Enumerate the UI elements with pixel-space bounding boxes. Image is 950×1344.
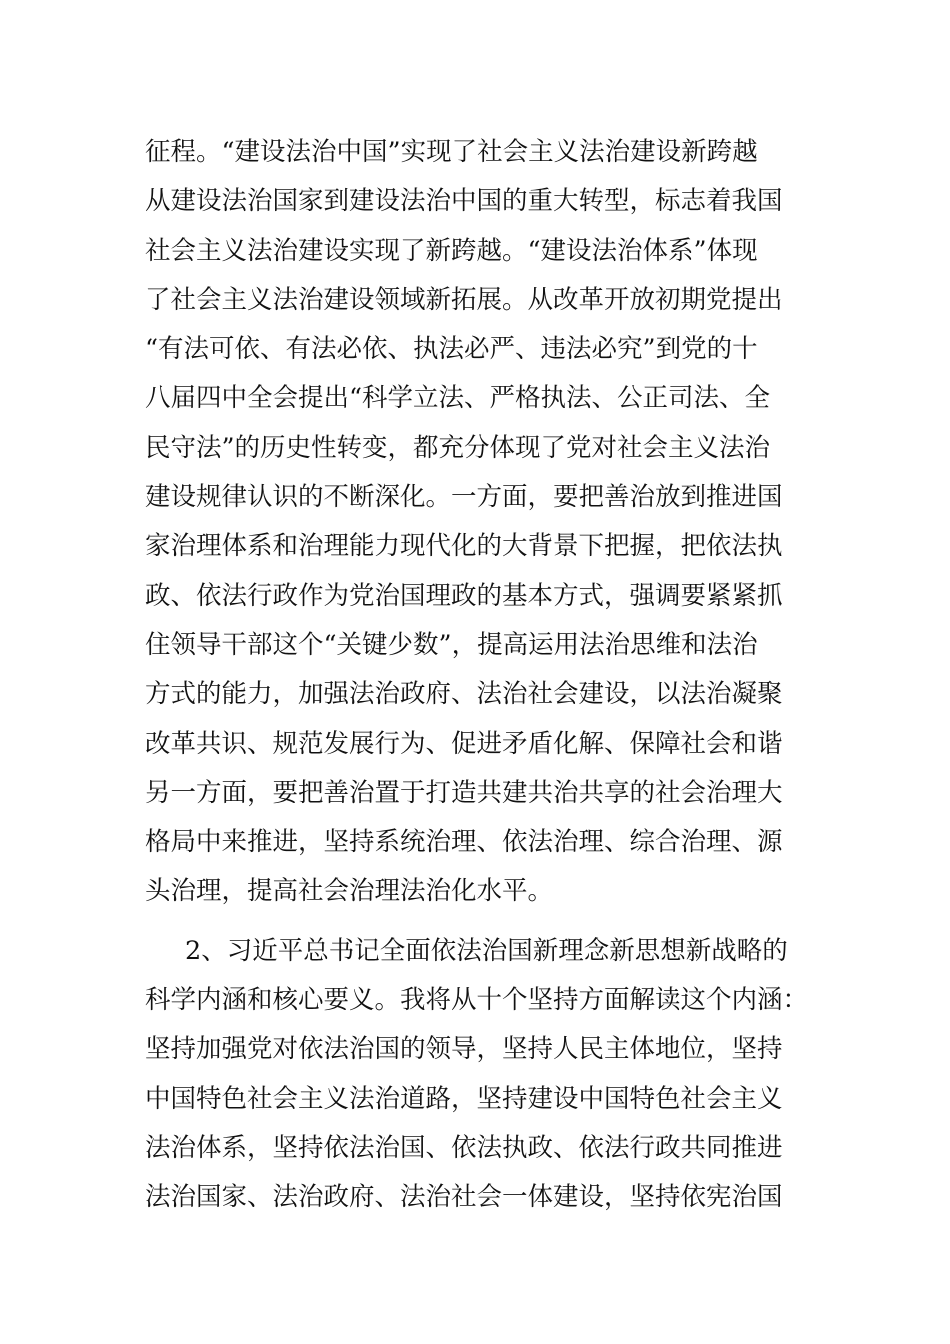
text-line: 了社会主义法治建设领域新拓展。从改革开放初期党提出: [145, 284, 783, 315]
text-line: “有法可依、有法必依、执法必严、违法必究”到党的十: [145, 334, 758, 365]
text-line: 政、依法行政作为党治国理政的基本方式，强调要紧紧抓: [145, 580, 783, 611]
paragraph-gap: [145, 917, 815, 927]
text-line: 从建设法治国家到建设法治中国的重大转型，标志着我国: [145, 186, 783, 217]
text-line: 格局中来推进，坚持系统治理、依法治理、综合治理、源: [145, 827, 783, 858]
text-line: 坚持加强党对依法治国的领导，坚持人民主体地位，坚持: [145, 1034, 783, 1065]
text-line: 家治理体系和治理能力现代化的大背景下把握，把依法执: [145, 531, 783, 562]
text-line: 八届四中全会提出“科学立法、严格执法、公正司法、全: [145, 383, 771, 414]
text-line: 法治国家、法治政府、法治社会一体建设，坚持依宪治国: [145, 1182, 783, 1213]
text-line: 社会主义法治建设实现了新跨越。“建设法治体系”体现: [145, 235, 758, 266]
text-line: 另一方面，要把善治置于打造共建共治共享的社会治理大: [145, 777, 783, 808]
text-line: 征程。“建设法治中国”实现了社会主义法治建设新跨越: [145, 137, 758, 167]
text-line: 住领导干部这个“关键少数”，提高运用法治思维和法治: [145, 629, 758, 660]
text-line: 中国特色社会主义法治道路，坚持建设中国特色社会主义: [145, 1083, 783, 1114]
text-line: 民守法”的历史性转变，都充分体现了党对社会主义法治: [145, 432, 771, 463]
paragraph-2: [145, 927, 815, 1223]
text-line: 改革共识、规范发展行为、促进矛盾化解、保障社会和谐: [145, 728, 783, 759]
text-line-first: 2、习近平总书记全面依法治国新理念新思想新战略的: [185, 935, 788, 966]
text-line: 科学内涵和核心要义。我将从十个坚持方面解读这个内涵：: [145, 985, 809, 1016]
text-line: 建设规律认识的不断深化。一方面，要把善治放到推进国: [145, 482, 783, 513]
paragraph-1: [145, 128, 815, 917]
text-line: 头治理，提高社会治理法治化水平。: [145, 876, 554, 907]
text-line: 方式的能力，加强法治政府、法治社会建设，以法治凝聚: [145, 679, 783, 710]
text-line: 法治体系，坚持依法治国、依法执政、依法行政共同推进: [145, 1132, 783, 1163]
document-body: [145, 128, 815, 1223]
